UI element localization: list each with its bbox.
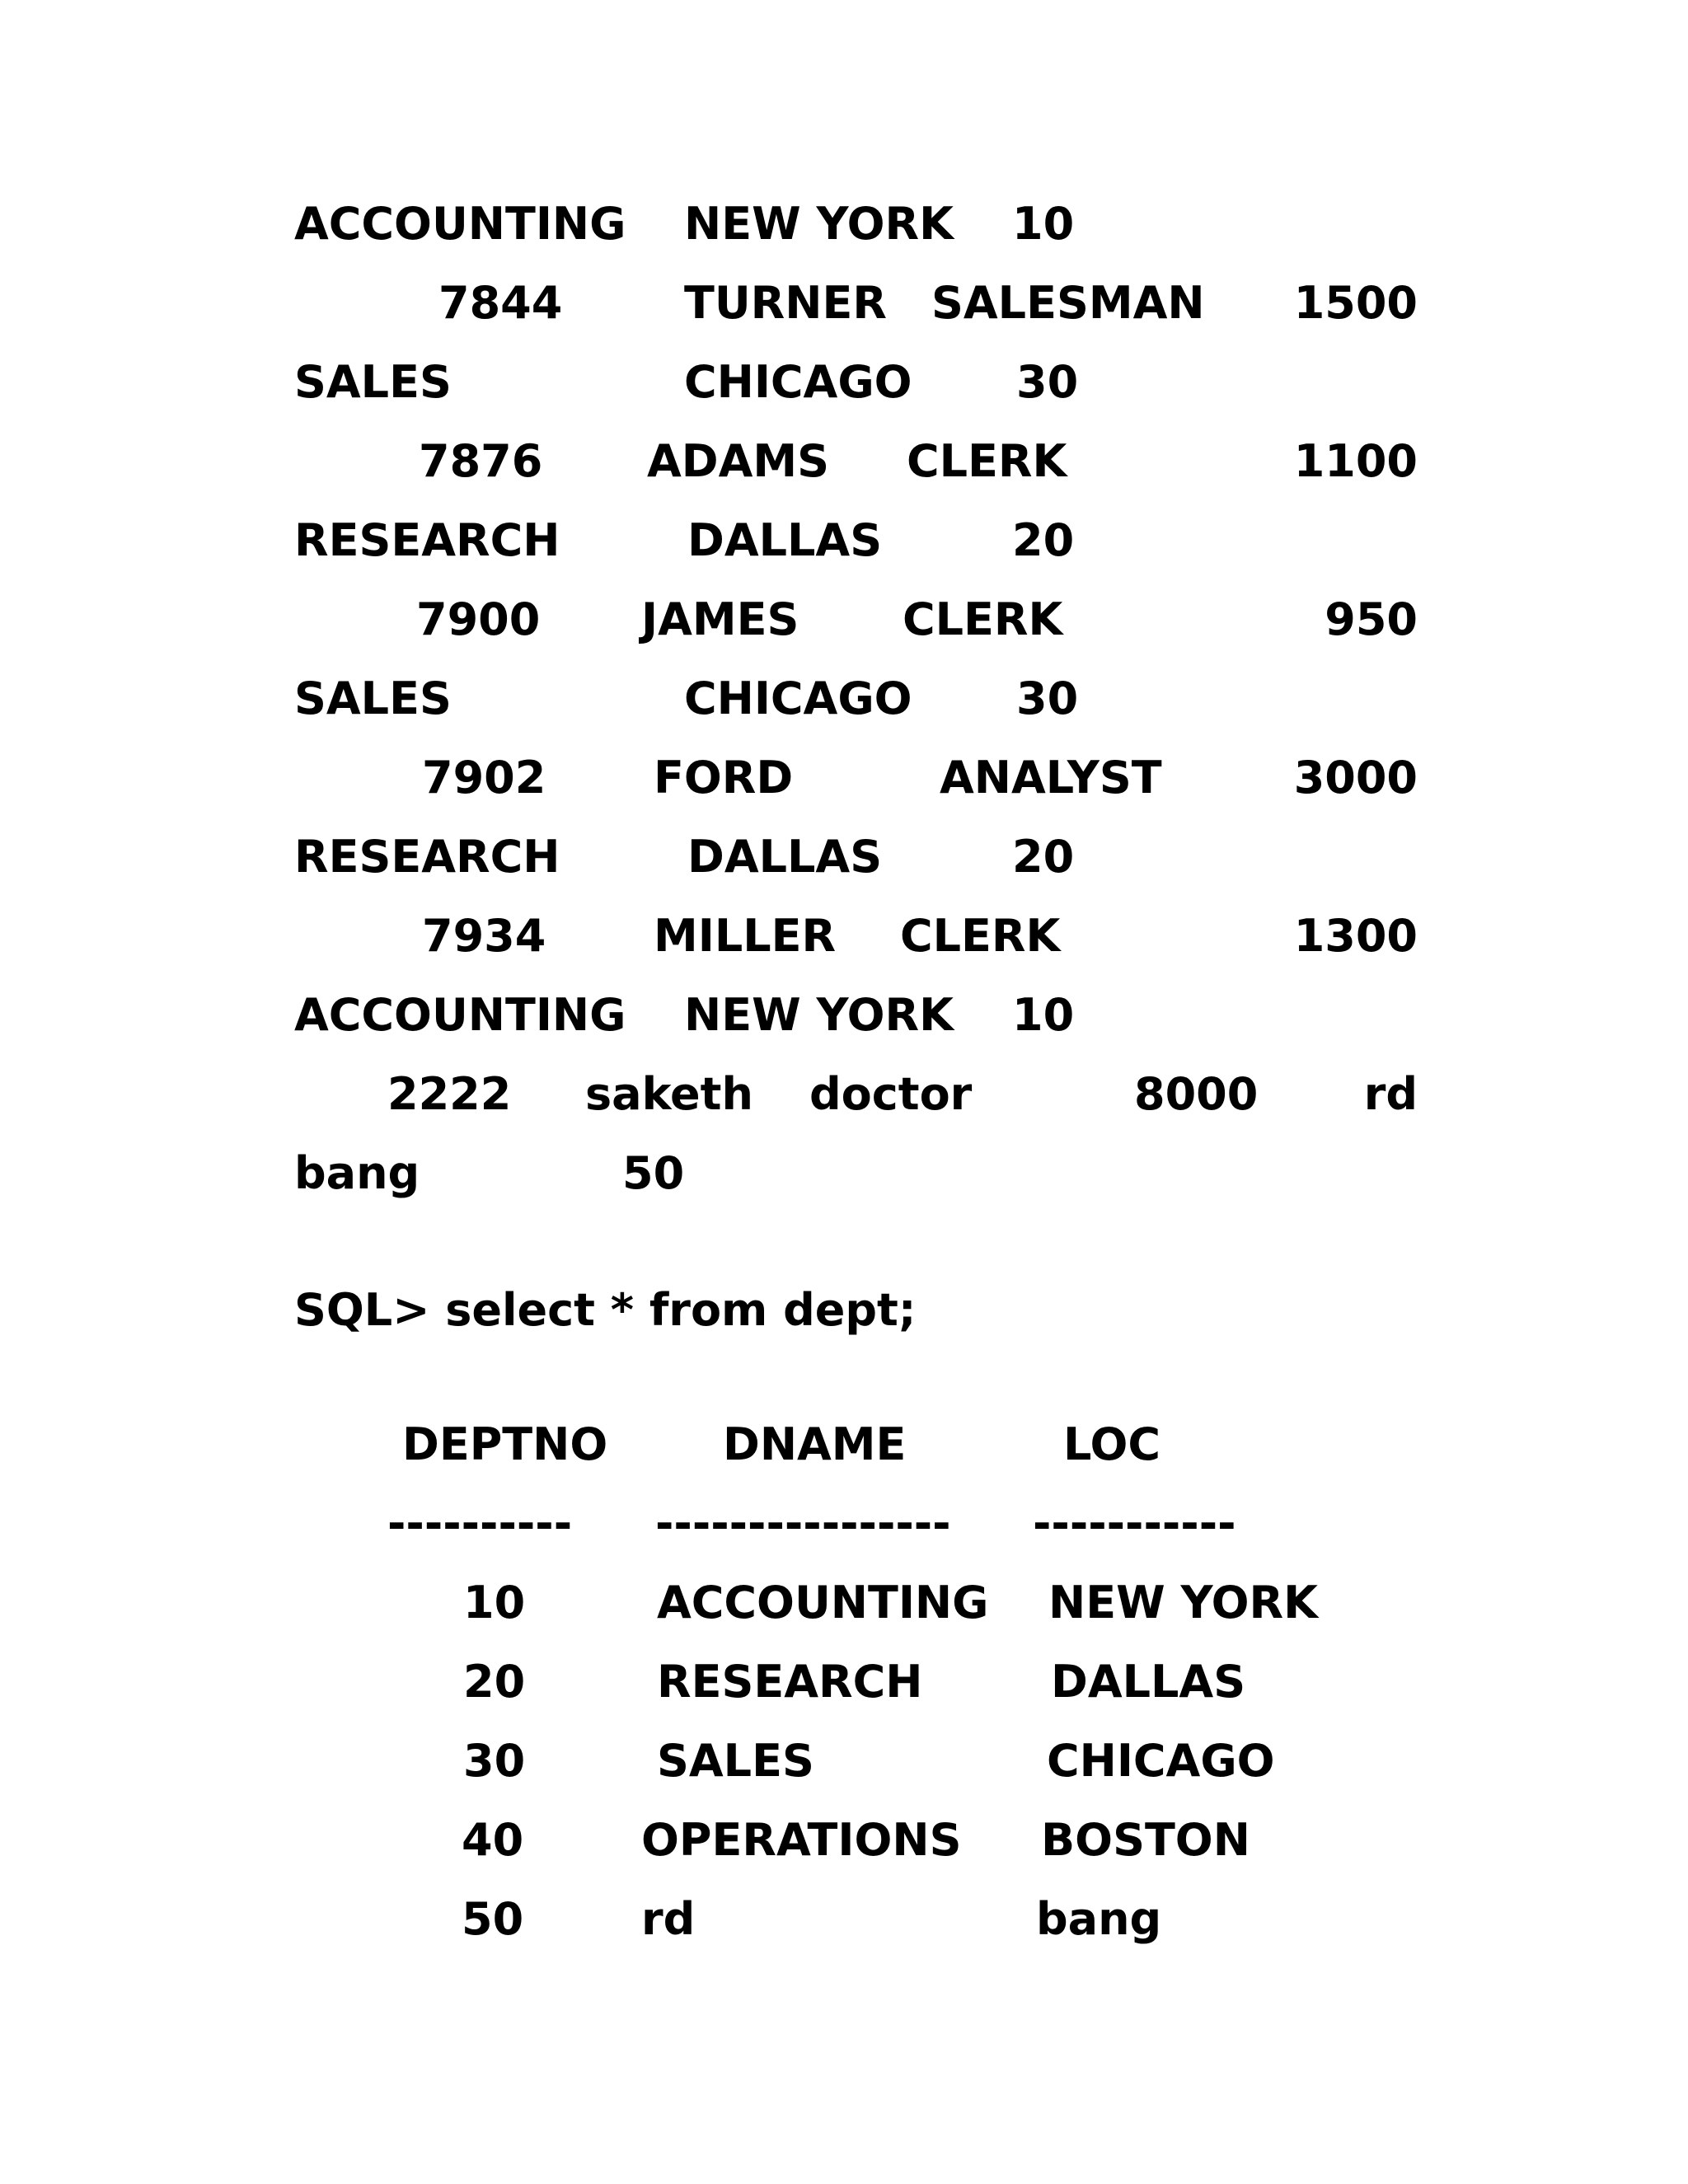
sal-cell: 950 — [1325, 593, 1418, 645]
dname-cell: ACCOUNTING — [294, 989, 626, 1041]
loc-cell: bang — [294, 1147, 420, 1199]
ename-cell: FORD — [654, 752, 794, 804]
dept-cell-loc: NEW YORK — [1048, 1577, 1318, 1629]
dept-cell-dname: ACCOUNTING — [657, 1577, 989, 1629]
ename-cell: saketh — [585, 1068, 753, 1120]
dept-cell-deptno: 50 — [462, 1893, 524, 1945]
loc-cell: DALLAS — [687, 831, 883, 883]
header-dname: DNAME — [723, 1418, 907, 1470]
header-loc: LOC — [1063, 1418, 1161, 1470]
deptno-cell: 30 — [1016, 356, 1079, 408]
dname-cell: RESEARCH — [294, 831, 560, 883]
deptno-cell: 20 — [1012, 514, 1075, 566]
dname-cell: RESEARCH — [294, 514, 560, 566]
separator-dname: ---------------- — [655, 1497, 951, 1549]
job-cell: SALESMAN — [931, 277, 1205, 329]
empno-cell: 2222 — [387, 1068, 512, 1120]
dept-cell-dname: SALES — [657, 1735, 814, 1787]
dname-cell: SALES — [294, 356, 452, 408]
empno-cell: 7934 — [422, 910, 546, 962]
dept-cell-loc: bang — [1036, 1893, 1162, 1945]
dept-cell-dname: OPERATIONS — [641, 1814, 962, 1866]
dname-cell: SALES — [294, 673, 452, 724]
job-cell: CLERK — [903, 593, 1063, 645]
loc-cell: DALLAS — [687, 514, 883, 566]
deptno-cell: 30 — [1016, 673, 1079, 724]
dept-cell-dname: RESEARCH — [657, 1656, 923, 1708]
job-cell: doctor — [809, 1068, 973, 1120]
separator-deptno: ---------- — [387, 1497, 573, 1549]
ename-cell: JAMES — [641, 593, 799, 645]
deptno-cell: 10 — [1012, 989, 1075, 1041]
dept-cell-deptno: 20 — [463, 1656, 526, 1708]
ename-cell: TURNER — [684, 277, 887, 329]
dept-cell-loc: BOSTON — [1041, 1814, 1250, 1866]
dname-cell: rd — [1363, 1068, 1418, 1120]
header-deptno: DEPTNO — [402, 1418, 608, 1470]
job-cell: CLERK — [907, 435, 1067, 487]
sql-command-line: SQL> select * from dept; — [294, 1284, 917, 1336]
deptno-cell: 10 — [1012, 198, 1075, 250]
empno-cell: 7876 — [419, 435, 543, 487]
dept-cell-deptno: 40 — [462, 1814, 524, 1866]
sal-cell: 1100 — [1293, 435, 1418, 487]
empno-cell: 7902 — [422, 752, 546, 804]
loc-cell: NEW YORK — [684, 198, 954, 250]
job-cell: ANALYST — [940, 752, 1162, 804]
job-cell: CLERK — [900, 910, 1061, 962]
deptno-cell: 20 — [1012, 831, 1075, 883]
dept-cell-dname: rd — [641, 1893, 696, 1945]
sal-cell: 1300 — [1293, 910, 1418, 962]
loc-cell: NEW YORK — [684, 989, 954, 1041]
sal-cell: 8000 — [1134, 1068, 1259, 1120]
dept-cell-deptno: 30 — [463, 1735, 526, 1787]
empno-cell: 7844 — [438, 277, 563, 329]
ename-cell: MILLER — [654, 910, 837, 962]
empno-cell: 7900 — [416, 593, 541, 645]
dept-cell-loc: CHICAGO — [1047, 1735, 1275, 1787]
separator-loc: ----------- — [1033, 1497, 1236, 1549]
deptno-cell: 50 — [622, 1147, 685, 1199]
sal-cell: 1500 — [1293, 277, 1418, 329]
loc-cell: CHICAGO — [684, 673, 912, 724]
dept-cell-deptno: 10 — [463, 1577, 526, 1629]
sal-cell: 3000 — [1293, 752, 1418, 804]
dname-cell: ACCOUNTING — [294, 198, 626, 250]
dept-cell-loc: DALLAS — [1051, 1656, 1246, 1708]
loc-cell: CHICAGO — [684, 356, 912, 408]
ename-cell: ADAMS — [647, 435, 830, 487]
